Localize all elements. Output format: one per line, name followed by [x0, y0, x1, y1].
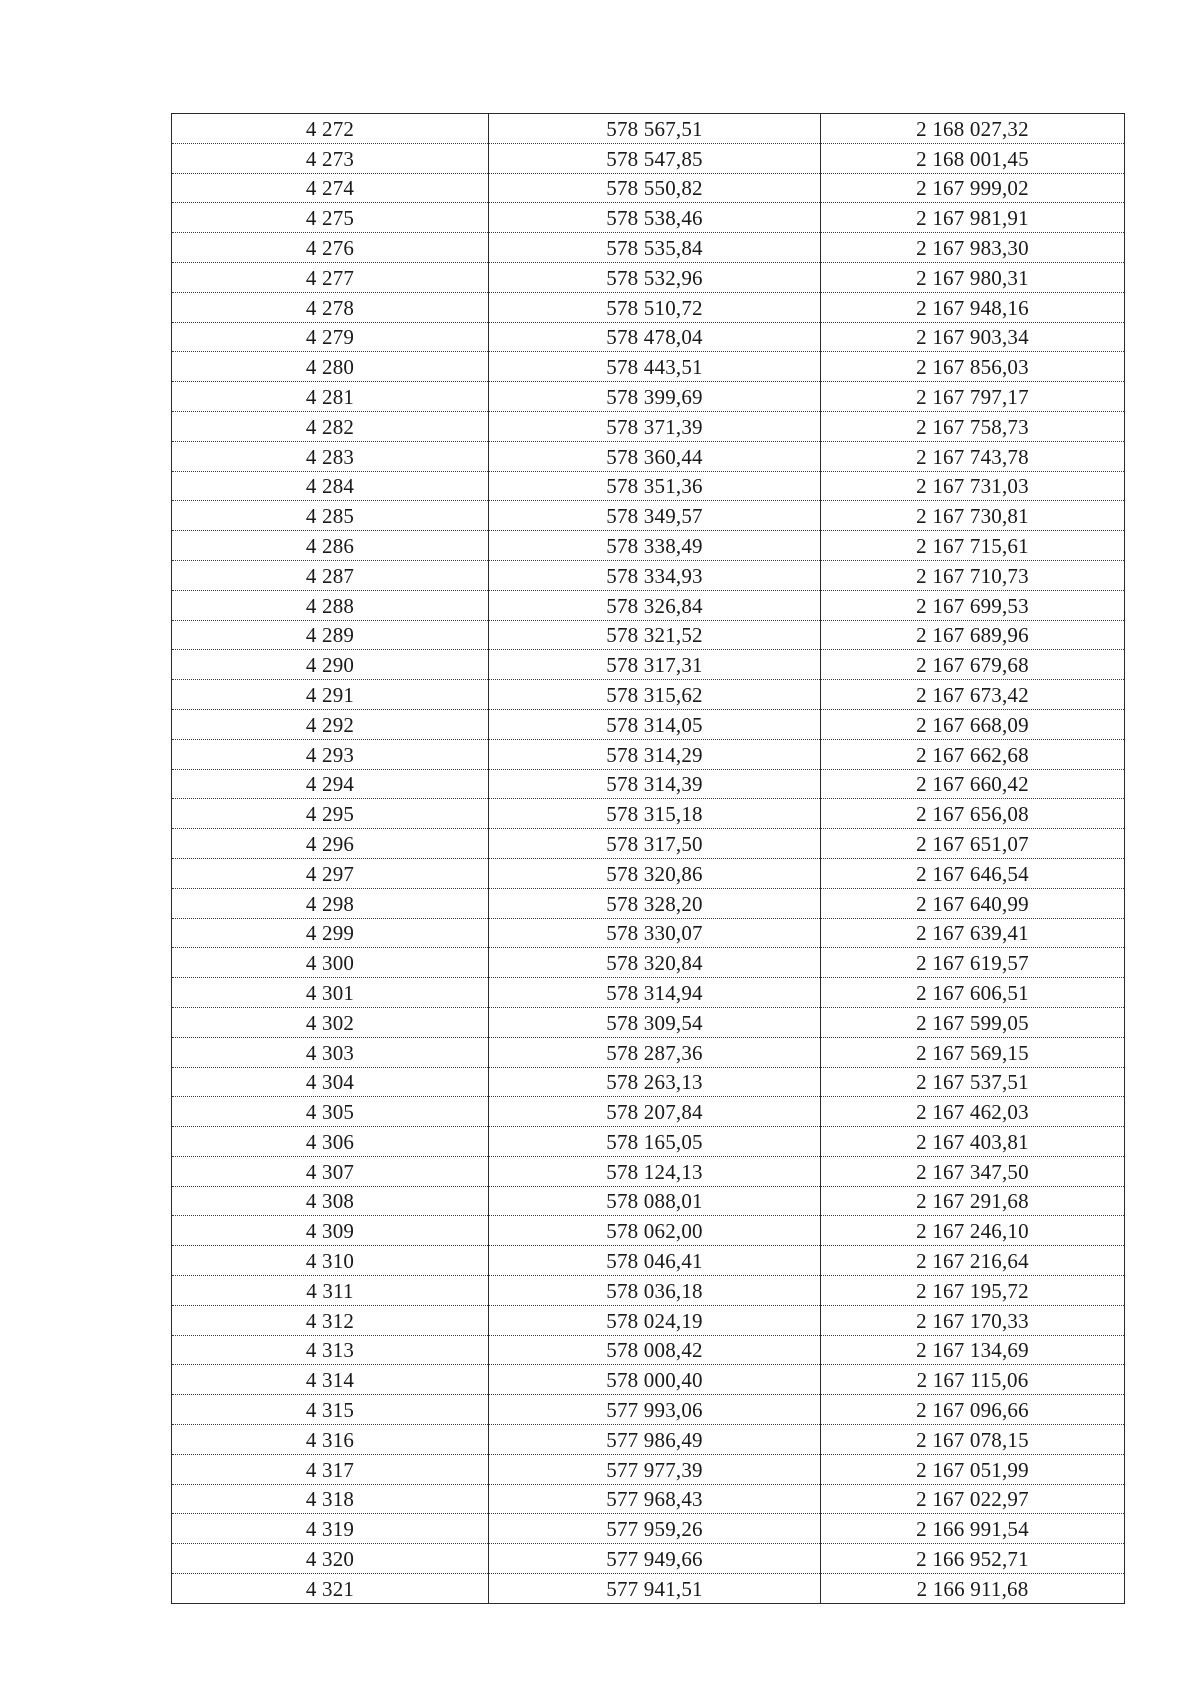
table-row — [172, 918, 1125, 948]
y-coordinate-cell: 2 167 134,69 — [821, 1335, 1125, 1365]
table-row — [172, 411, 1125, 441]
point-number-cell: 4 283 — [172, 441, 489, 471]
x-coordinate-cell: 578 263,13 — [489, 1067, 821, 1097]
point-number-cell: 4 307 — [172, 1156, 489, 1186]
table-row — [172, 1067, 1125, 1097]
x-coordinate-cell: 578 314,05 — [489, 709, 821, 739]
x-coordinate-cell: 578 478,04 — [489, 322, 821, 352]
table-row — [172, 531, 1125, 561]
y-coordinate-cell: 2 167 640,99 — [821, 888, 1125, 918]
point-number-cell: 4 312 — [172, 1305, 489, 1335]
table-row — [172, 471, 1125, 501]
table-row — [172, 948, 1125, 978]
point-number-cell: 4 278 — [172, 292, 489, 322]
coordinates-table-body — [172, 114, 1125, 1604]
x-coordinate-cell: 578 314,94 — [489, 978, 821, 1008]
x-coordinate-cell: 578 320,86 — [489, 858, 821, 888]
table-row — [172, 1007, 1125, 1037]
x-coordinate-cell: 578 287,36 — [489, 1037, 821, 1067]
point-number-cell: 4 281 — [172, 382, 489, 412]
y-coordinate-cell: 2 167 980,31 — [821, 262, 1125, 292]
point-number-cell: 4 292 — [172, 709, 489, 739]
x-coordinate-cell: 578 371,39 — [489, 411, 821, 441]
table-row — [172, 501, 1125, 531]
point-number-cell: 4 318 — [172, 1484, 489, 1514]
y-coordinate-cell: 2 166 911,68 — [821, 1574, 1125, 1604]
y-coordinate-cell: 2 167 022,97 — [821, 1484, 1125, 1514]
x-coordinate-cell: 578 349,57 — [489, 501, 821, 531]
point-number-cell: 4 291 — [172, 680, 489, 710]
x-coordinate-cell: 578 207,84 — [489, 1097, 821, 1127]
point-number-cell: 4 321 — [172, 1574, 489, 1604]
table-row — [172, 1216, 1125, 1246]
point-number-cell: 4 284 — [172, 471, 489, 501]
y-coordinate-cell: 2 166 952,71 — [821, 1544, 1125, 1574]
y-coordinate-cell: 2 167 856,03 — [821, 352, 1125, 382]
y-coordinate-cell: 2 167 668,09 — [821, 709, 1125, 739]
x-coordinate-cell: 577 977,39 — [489, 1454, 821, 1484]
table-row — [172, 769, 1125, 799]
x-coordinate-cell: 578 317,50 — [489, 829, 821, 859]
y-coordinate-cell: 2 167 599,05 — [821, 1007, 1125, 1037]
x-coordinate-cell: 578 547,85 — [489, 143, 821, 173]
point-number-cell: 4 272 — [172, 114, 489, 144]
point-number-cell: 4 286 — [172, 531, 489, 561]
table-row — [172, 173, 1125, 203]
x-coordinate-cell: 578 538,46 — [489, 203, 821, 233]
y-coordinate-cell: 2 167 731,03 — [821, 471, 1125, 501]
table-row — [172, 739, 1125, 769]
table-row — [172, 829, 1125, 859]
point-number-cell: 4 301 — [172, 978, 489, 1008]
x-coordinate-cell: 577 959,26 — [489, 1514, 821, 1544]
y-coordinate-cell: 2 167 619,57 — [821, 948, 1125, 978]
x-coordinate-cell: 578 317,31 — [489, 650, 821, 680]
x-coordinate-cell: 577 986,49 — [489, 1425, 821, 1455]
x-coordinate-cell: 578 165,05 — [489, 1127, 821, 1157]
y-coordinate-cell: 2 168 001,45 — [821, 143, 1125, 173]
table-row — [172, 1127, 1125, 1157]
x-coordinate-cell: 578 062,00 — [489, 1216, 821, 1246]
x-coordinate-cell: 578 510,72 — [489, 292, 821, 322]
y-coordinate-cell: 2 167 462,03 — [821, 1097, 1125, 1127]
y-coordinate-cell: 2 167 743,78 — [821, 441, 1125, 471]
point-number-cell: 4 277 — [172, 262, 489, 292]
x-coordinate-cell: 578 036,18 — [489, 1276, 821, 1306]
y-coordinate-cell: 2 167 096,66 — [821, 1395, 1125, 1425]
y-coordinate-cell: 2 167 673,42 — [821, 680, 1125, 710]
point-number-cell: 4 293 — [172, 739, 489, 769]
point-number-cell: 4 319 — [172, 1514, 489, 1544]
x-coordinate-cell: 578 315,62 — [489, 680, 821, 710]
x-coordinate-cell: 577 993,06 — [489, 1395, 821, 1425]
y-coordinate-cell: 2 167 730,81 — [821, 501, 1125, 531]
point-number-cell: 4 305 — [172, 1097, 489, 1127]
y-coordinate-cell: 2 167 246,10 — [821, 1216, 1125, 1246]
table-row — [172, 1305, 1125, 1335]
x-coordinate-cell: 578 567,51 — [489, 114, 821, 144]
x-coordinate-cell: 578 443,51 — [489, 352, 821, 382]
table-row — [172, 1156, 1125, 1186]
y-coordinate-cell: 2 167 689,96 — [821, 620, 1125, 650]
x-coordinate-cell: 578 351,36 — [489, 471, 821, 501]
point-number-cell: 4 296 — [172, 829, 489, 859]
table-row — [172, 292, 1125, 322]
point-number-cell: 4 303 — [172, 1037, 489, 1067]
point-number-cell: 4 275 — [172, 203, 489, 233]
point-number-cell: 4 290 — [172, 650, 489, 680]
x-coordinate-cell: 577 941,51 — [489, 1574, 821, 1604]
point-number-cell: 4 300 — [172, 948, 489, 978]
y-coordinate-cell: 2 167 195,72 — [821, 1276, 1125, 1306]
point-number-cell: 4 295 — [172, 799, 489, 829]
point-number-cell: 4 313 — [172, 1335, 489, 1365]
x-coordinate-cell: 578 124,13 — [489, 1156, 821, 1186]
table-row — [172, 441, 1125, 471]
y-coordinate-cell: 2 167 291,68 — [821, 1186, 1125, 1216]
y-coordinate-cell: 2 167 639,41 — [821, 918, 1125, 948]
y-coordinate-cell: 2 167 758,73 — [821, 411, 1125, 441]
point-number-cell: 4 316 — [172, 1425, 489, 1455]
table-row — [172, 978, 1125, 1008]
table-row — [172, 382, 1125, 412]
x-coordinate-cell: 578 334,93 — [489, 560, 821, 590]
point-number-cell: 4 310 — [172, 1246, 489, 1276]
x-coordinate-cell: 578 088,01 — [489, 1186, 821, 1216]
table-row — [172, 590, 1125, 620]
y-coordinate-cell: 2 167 679,68 — [821, 650, 1125, 680]
x-coordinate-cell: 577 949,66 — [489, 1544, 821, 1574]
table-row — [172, 799, 1125, 829]
point-number-cell: 4 279 — [172, 322, 489, 352]
table-row — [172, 709, 1125, 739]
table-row — [172, 233, 1125, 263]
table-row — [172, 1544, 1125, 1574]
x-coordinate-cell: 577 968,43 — [489, 1484, 821, 1514]
table-row — [172, 560, 1125, 590]
x-coordinate-cell: 578 326,84 — [489, 590, 821, 620]
y-coordinate-cell: 2 167 660,42 — [821, 769, 1125, 799]
point-number-cell: 4 288 — [172, 590, 489, 620]
x-coordinate-cell: 578 330,07 — [489, 918, 821, 948]
point-number-cell: 4 298 — [172, 888, 489, 918]
y-coordinate-cell: 2 167 569,15 — [821, 1037, 1125, 1067]
x-coordinate-cell: 578 315,18 — [489, 799, 821, 829]
x-coordinate-cell: 578 535,84 — [489, 233, 821, 263]
table-row — [172, 352, 1125, 382]
y-coordinate-cell: 2 167 948,16 — [821, 292, 1125, 322]
x-coordinate-cell: 578 550,82 — [489, 173, 821, 203]
x-coordinate-cell: 578 320,84 — [489, 948, 821, 978]
y-coordinate-cell: 2 167 403,81 — [821, 1127, 1125, 1157]
table-row — [172, 620, 1125, 650]
x-coordinate-cell: 578 046,41 — [489, 1246, 821, 1276]
y-coordinate-cell: 2 167 797,17 — [821, 382, 1125, 412]
x-coordinate-cell: 578 321,52 — [489, 620, 821, 650]
y-coordinate-cell: 2 167 051,99 — [821, 1454, 1125, 1484]
table-row — [172, 1037, 1125, 1067]
y-coordinate-cell: 2 167 115,06 — [821, 1365, 1125, 1395]
point-number-cell: 4 314 — [172, 1365, 489, 1395]
x-coordinate-cell: 578 338,49 — [489, 531, 821, 561]
y-coordinate-cell: 2 167 170,33 — [821, 1305, 1125, 1335]
y-coordinate-cell: 2 167 662,68 — [821, 739, 1125, 769]
point-number-cell: 4 287 — [172, 560, 489, 590]
table-row — [172, 262, 1125, 292]
x-coordinate-cell: 578 314,29 — [489, 739, 821, 769]
point-number-cell: 4 311 — [172, 1276, 489, 1306]
y-coordinate-cell: 2 167 646,54 — [821, 858, 1125, 888]
point-number-cell: 4 317 — [172, 1454, 489, 1484]
y-coordinate-cell: 2 167 651,07 — [821, 829, 1125, 859]
point-number-cell: 4 308 — [172, 1186, 489, 1216]
y-coordinate-cell: 2 168 027,32 — [821, 114, 1125, 144]
table-row — [172, 650, 1125, 680]
y-coordinate-cell: 2 167 999,02 — [821, 173, 1125, 203]
y-coordinate-cell: 2 167 537,51 — [821, 1067, 1125, 1097]
y-coordinate-cell: 2 167 606,51 — [821, 978, 1125, 1008]
x-coordinate-cell: 578 314,39 — [489, 769, 821, 799]
coordinates-sheet — [171, 113, 1124, 1604]
table-row — [172, 680, 1125, 710]
point-number-cell: 4 273 — [172, 143, 489, 173]
table-row — [172, 1574, 1125, 1604]
table-row — [172, 114, 1125, 144]
table-row — [172, 858, 1125, 888]
y-coordinate-cell: 2 167 715,61 — [821, 531, 1125, 561]
table-row — [172, 322, 1125, 352]
point-number-cell: 4 276 — [172, 233, 489, 263]
table-row — [172, 888, 1125, 918]
table-row — [172, 1454, 1125, 1484]
table-row — [172, 1097, 1125, 1127]
table-row — [172, 1514, 1125, 1544]
point-number-cell: 4 285 — [172, 501, 489, 531]
table-row — [172, 1425, 1125, 1455]
table-row — [172, 1335, 1125, 1365]
point-number-cell: 4 306 — [172, 1127, 489, 1157]
y-coordinate-cell: 2 167 983,30 — [821, 233, 1125, 263]
x-coordinate-cell: 578 000,40 — [489, 1365, 821, 1395]
table-row — [172, 143, 1125, 173]
point-number-cell: 4 280 — [172, 352, 489, 382]
y-coordinate-cell: 2 167 656,08 — [821, 799, 1125, 829]
point-number-cell: 4 282 — [172, 411, 489, 441]
table-row — [172, 1246, 1125, 1276]
y-coordinate-cell: 2 167 903,34 — [821, 322, 1125, 352]
x-coordinate-cell: 578 360,44 — [489, 441, 821, 471]
point-number-cell: 4 299 — [172, 918, 489, 948]
table-row — [172, 1365, 1125, 1395]
point-number-cell: 4 289 — [172, 620, 489, 650]
y-coordinate-cell: 2 167 078,15 — [821, 1425, 1125, 1455]
point-number-cell: 4 309 — [172, 1216, 489, 1246]
y-coordinate-cell: 2 167 699,53 — [821, 590, 1125, 620]
x-coordinate-cell: 578 309,54 — [489, 1007, 821, 1037]
y-coordinate-cell: 2 167 710,73 — [821, 560, 1125, 590]
table-row — [172, 203, 1125, 233]
table-row — [172, 1395, 1125, 1425]
point-number-cell: 4 315 — [172, 1395, 489, 1425]
y-coordinate-cell: 2 167 216,64 — [821, 1246, 1125, 1276]
y-coordinate-cell: 2 167 347,50 — [821, 1156, 1125, 1186]
table-row — [172, 1276, 1125, 1306]
point-number-cell: 4 297 — [172, 858, 489, 888]
table-row — [172, 1484, 1125, 1514]
point-number-cell: 4 302 — [172, 1007, 489, 1037]
table-row — [172, 1186, 1125, 1216]
x-coordinate-cell: 578 008,42 — [489, 1335, 821, 1365]
x-coordinate-cell: 578 024,19 — [489, 1305, 821, 1335]
y-coordinate-cell: 2 167 981,91 — [821, 203, 1125, 233]
point-number-cell: 4 274 — [172, 173, 489, 203]
y-coordinate-cell: 2 166 991,54 — [821, 1514, 1125, 1544]
x-coordinate-cell: 578 399,69 — [489, 382, 821, 412]
x-coordinate-cell: 578 328,20 — [489, 888, 821, 918]
point-number-cell: 4 320 — [172, 1544, 489, 1574]
x-coordinate-cell: 578 532,96 — [489, 262, 821, 292]
point-number-cell: 4 304 — [172, 1067, 489, 1097]
coordinates-table — [171, 113, 1125, 1604]
point-number-cell: 4 294 — [172, 769, 489, 799]
